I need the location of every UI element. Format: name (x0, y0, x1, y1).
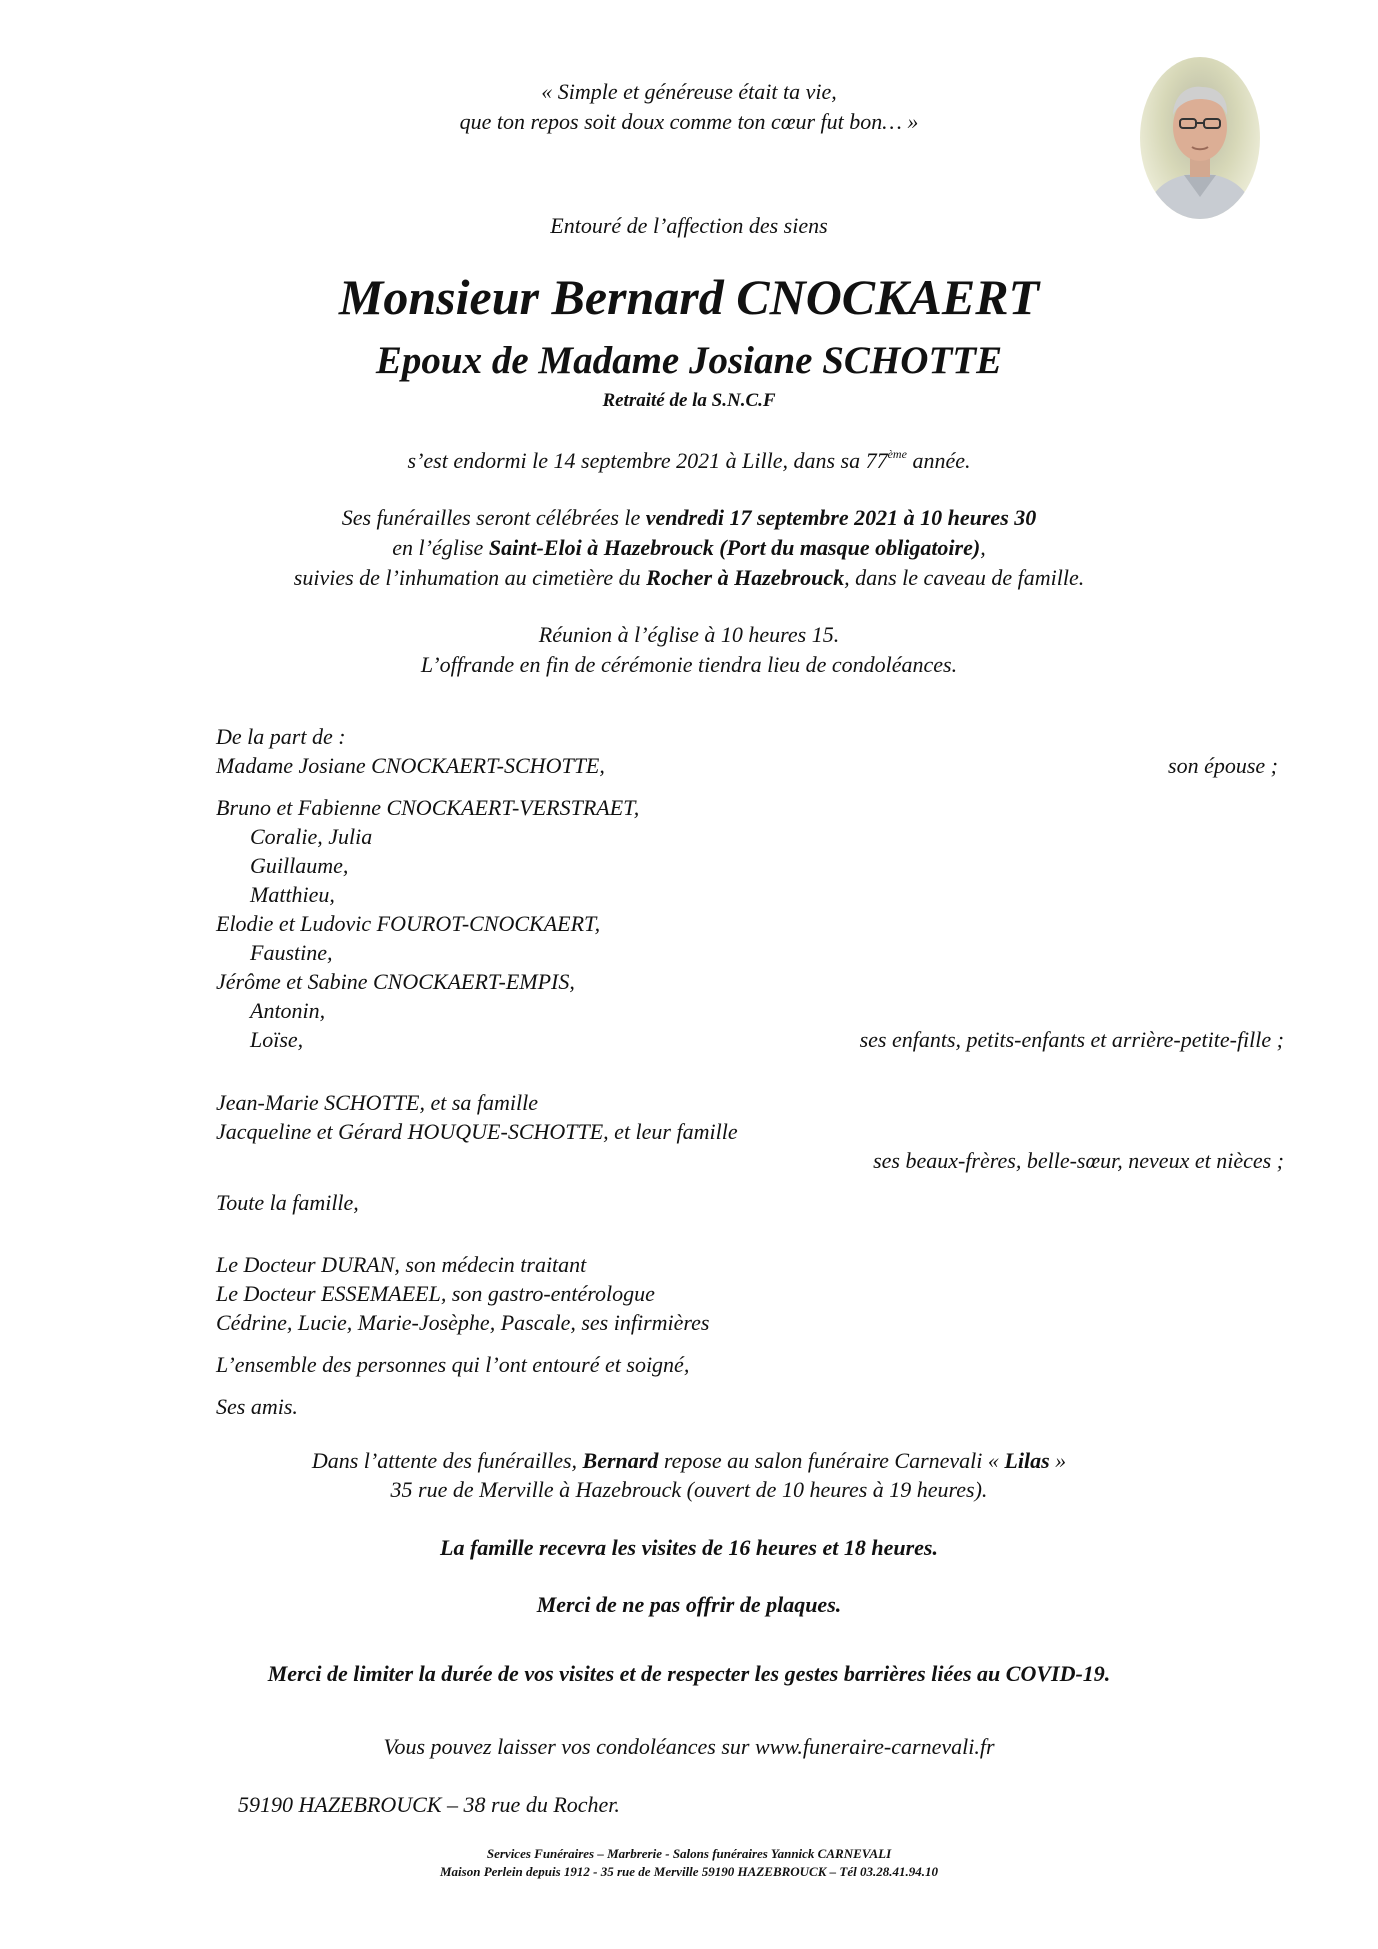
funeral-line-2 (0, 533, 1378, 563)
deceased-spouse: Epoux de Madame Josiane SCHOTTE (375, 339, 1003, 382)
family-child-line: Elodie et Ludovic FOUROT-CNOCKAERT, (216, 911, 601, 936)
family-child-line: Faustine, (250, 940, 333, 965)
rest-firstname: Bernard (582, 1448, 659, 1473)
funeral-intro: Ses funérailles seront célébrées le (341, 505, 646, 530)
funeral-line-3 (0, 563, 1378, 593)
family-spouse-name: Madame Josiane CNOCKAERT-SCHOTTE, (216, 753, 605, 778)
medical-line: Le Docteur DURAN, son médecin traitant (216, 1252, 587, 1277)
funeral-church: Saint-Eloi à Hazebrouck (Port du masque obligatoire) (488, 535, 981, 560)
family-child-line: Antonin, (250, 998, 326, 1023)
funeral-church-end: , (980, 535, 986, 560)
reunion-line-1: Réunion à l’église à 10 heures 15. (538, 622, 840, 647)
family-child-line: Coralie, Julia (250, 824, 373, 849)
burial-intro: suivies de l’inhumation au cimetière du (293, 565, 647, 590)
funeral-line-1 (0, 503, 1378, 533)
footer-line-1: Services Funéraires – Marbrerie - Salons funéraires Yannick CARNEVALI (486, 1846, 892, 1861)
death-announcement (0, 446, 1378, 476)
rest-salon-name: Lilas (1004, 1448, 1050, 1473)
family-inlaws-relation: ses beaux-frères, belle-sœur, neveux et nièces ; (873, 1148, 1284, 1173)
family-child-line: Jérôme et Sabine CNOCKAERT-EMPIS, (216, 969, 575, 994)
family-inlaw-line: Jacqueline et Gérard HOUQUE-SCHOTTE, et leur famille (216, 1119, 738, 1144)
burial-end: , dans le caveau de famille. (844, 565, 1085, 590)
medical-line: Le Docteur ESSEMAEEL, son gastro-entérologue (216, 1281, 655, 1306)
reunion-line-2: L’offrande en fin de cérémonie tiendra lieu de condoléances. (420, 652, 958, 677)
footer-line-2: Maison Perlein depuis 1912 - 35 rue de Merville 59190 HAZEBROUCK – Tél 03.28.41.94.10 (440, 1864, 938, 1879)
family-child-line: Guillaume, (250, 853, 349, 878)
funeral-church-intro: en l’église (392, 535, 489, 560)
family-inlaw-line: Jean-Marie SCHOTTE, et sa famille (216, 1090, 539, 1115)
intro-text: Entouré de l’affection des siens (550, 213, 828, 238)
plaques-notice: Merci de ne pas offrir de plaques. (536, 1592, 842, 1617)
condolences-line: Vous pouvez laisser vos condoléances sur www.funeraire-carnevali.fr (383, 1734, 995, 1759)
family-spouse-relation: son épouse ; (1168, 753, 1278, 778)
medical-line: Cédrine, Lucie, Marie-Josèphe, Pascale, ses infirmières (216, 1310, 710, 1335)
deceased-occupation: Retraité de la S.N.C.F (602, 390, 776, 411)
family-child-line: Bruno et Fabienne CNOCKAERT-VERSTRAET, (216, 795, 640, 820)
death-text-end: année. (906, 448, 971, 473)
family-children-relation: ses enfants, petits-enfants et arrière-petite-fille ; (859, 1027, 1284, 1052)
caregivers-line: L’ensemble des personnes qui l’ont entouré et soigné, (216, 1352, 690, 1377)
rest-salon-end: » (1049, 1448, 1067, 1473)
rest-line-1 (0, 1446, 1378, 1476)
death-text: s’est endormi le 14 septembre 2021 à Lille, dans sa 77 (407, 448, 888, 473)
address-line: 59190 HAZEBROUCK – 38 rue du Rocher. (238, 1792, 620, 1817)
family-header: De la part de : (216, 724, 346, 749)
covid-notice: Merci de limiter la durée de vos visites et de respecter les gestes barrières liées au COVID-19. (267, 1661, 1111, 1686)
rest-salon: repose au salon funéraire Carnevali « (658, 1448, 1005, 1473)
friends-line: Ses amis. (216, 1394, 298, 1419)
visits-notice: La famille recevra les visites de 16 heures et 18 heures. (440, 1535, 938, 1560)
death-superscript: ème (887, 446, 907, 461)
family-child-line: Loïse, (250, 1027, 304, 1052)
epitaph-quote-line-1: « Simple et généreuse était ta vie, (541, 79, 837, 104)
family-all: Toute la famille, (216, 1190, 359, 1215)
family-child-line: Matthieu, (250, 882, 335, 907)
burial-cemetery: Rocher à Hazebrouck (646, 565, 845, 590)
funeral-datetime: vendredi 17 septembre 2021 à 10 heures 30 (645, 505, 1037, 530)
epitaph-quote-line-2: que ton repos soit doux comme ton cœur fut bon… » (459, 109, 919, 134)
rest-line-2: 35 rue de Merville à Hazebrouck (ouvert de 10 heures à 19 heures). (390, 1477, 988, 1502)
deceased-name: Monsieur Bernard CNOCKAERT (338, 269, 1040, 325)
rest-intro: Dans l’attente des funérailles, (311, 1448, 583, 1473)
